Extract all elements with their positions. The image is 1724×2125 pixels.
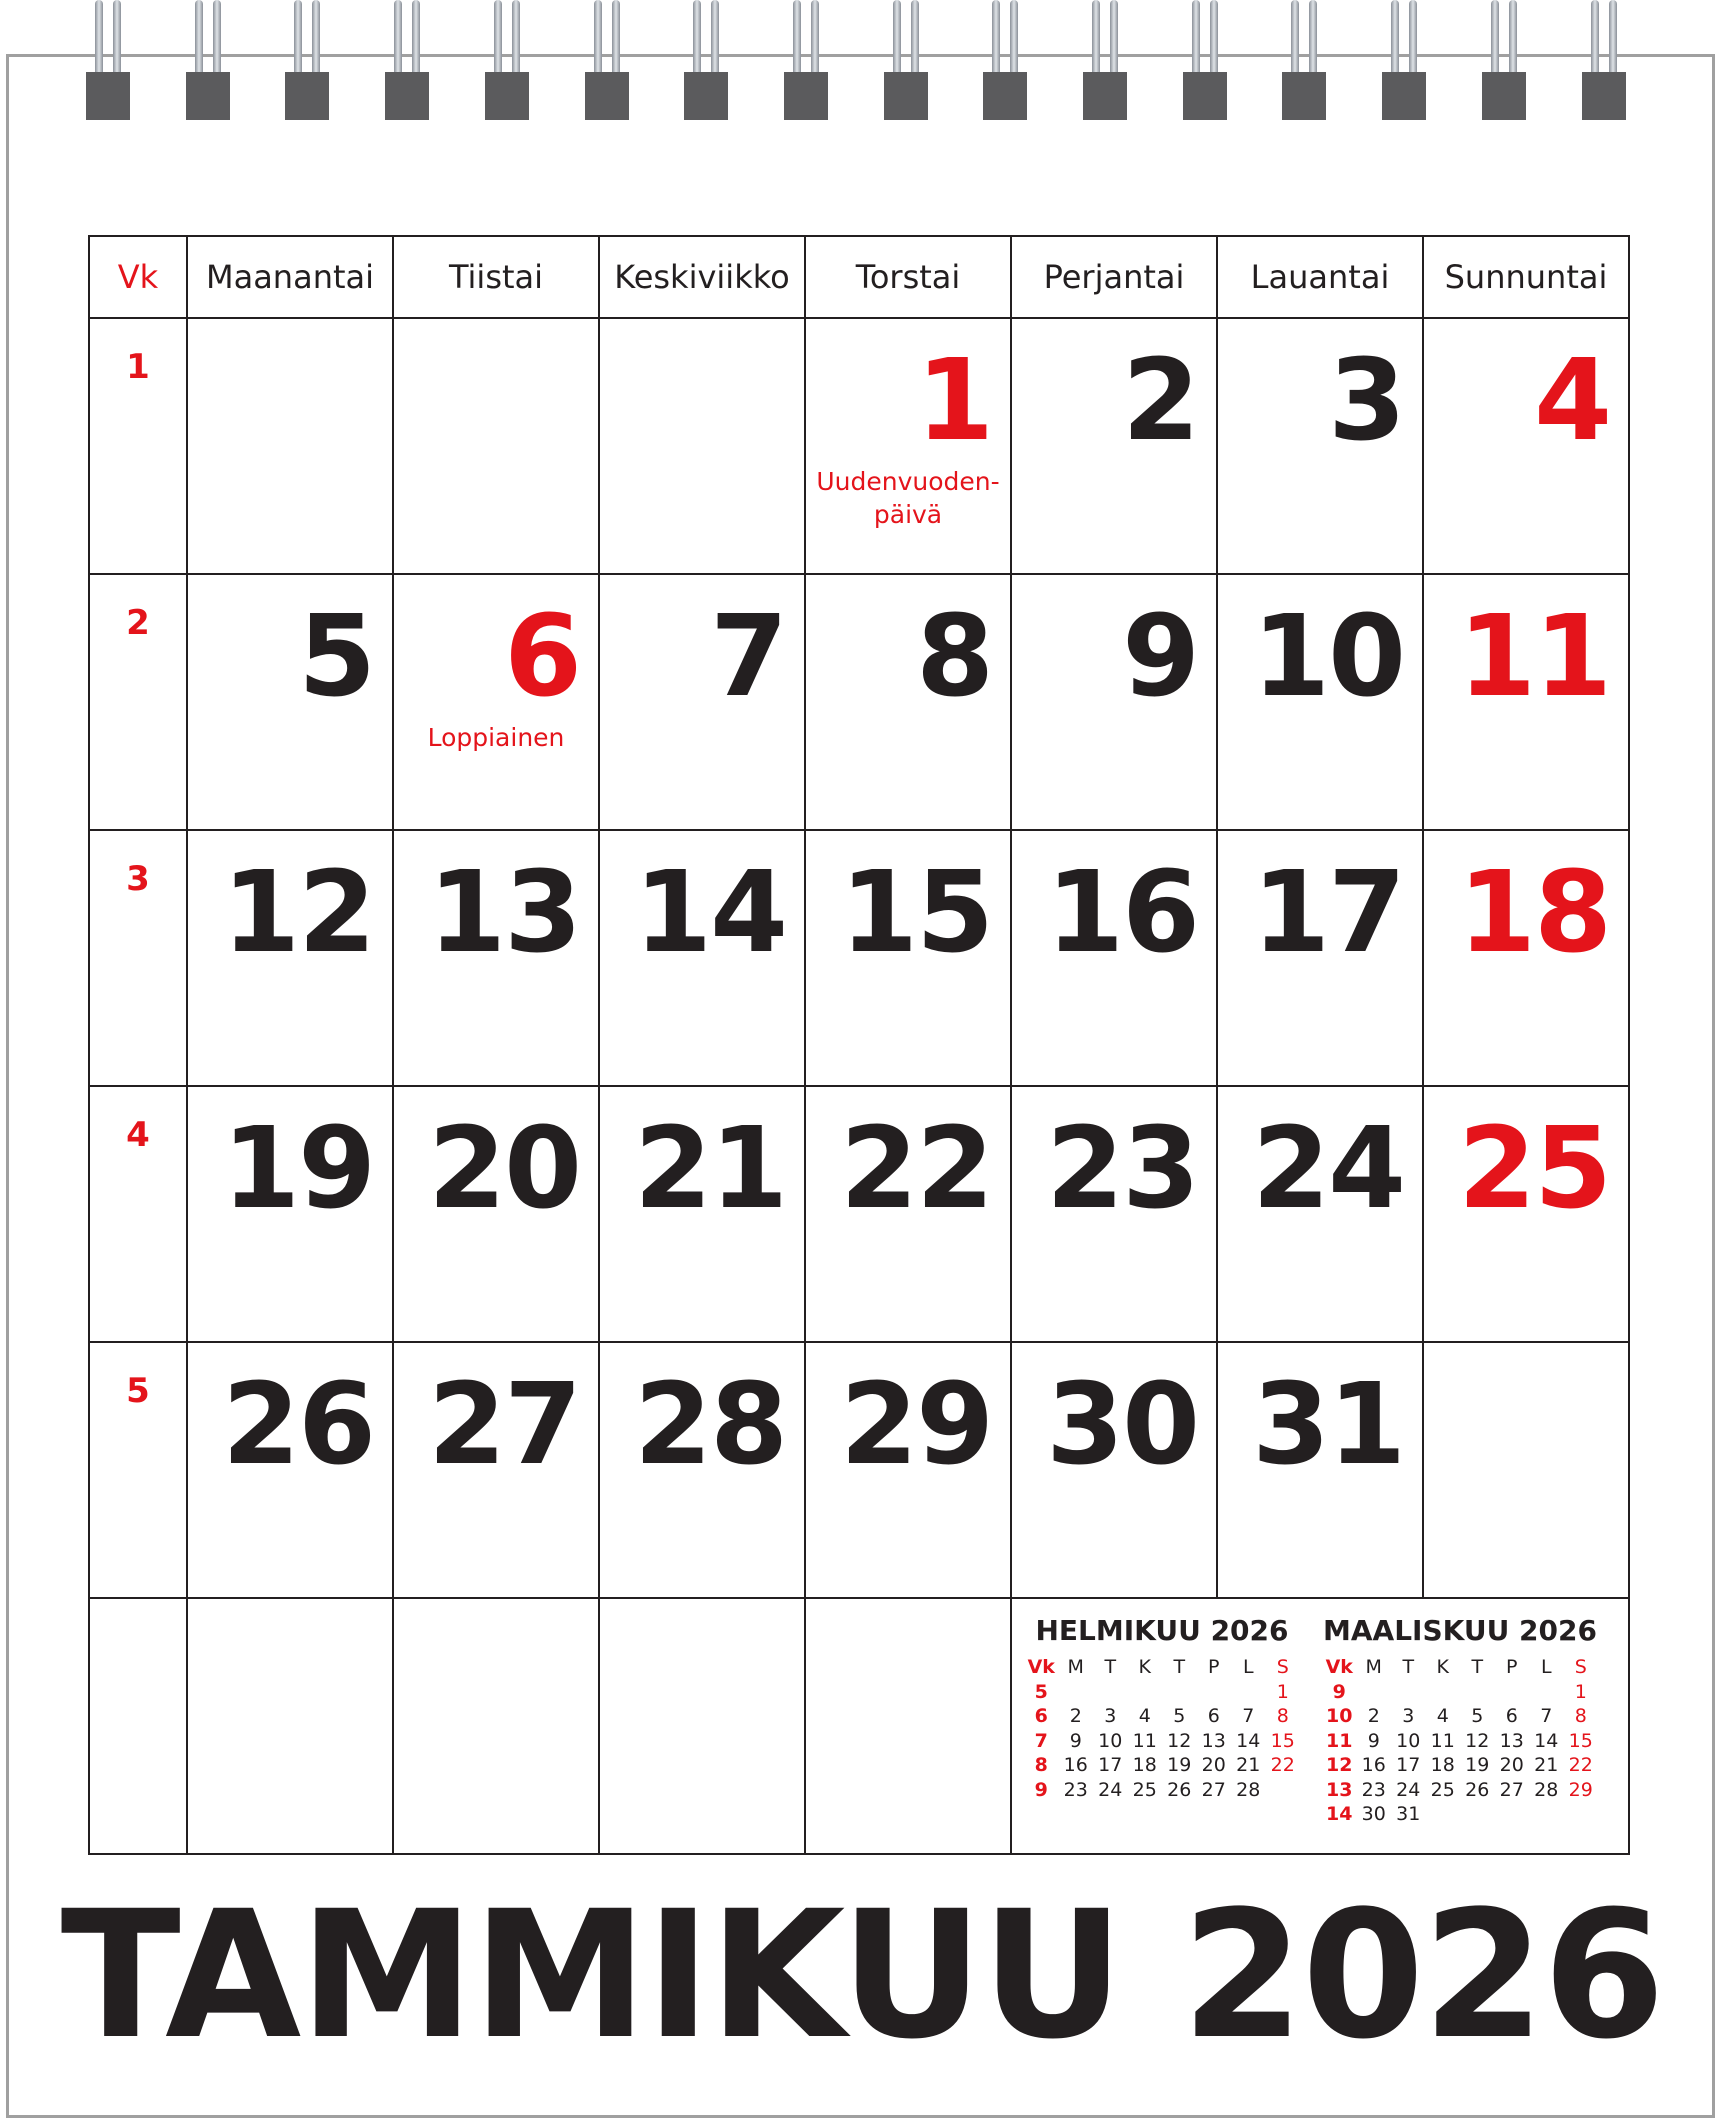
binding-ring: [385, 0, 429, 122]
mini-week-number: 8: [1034, 1754, 1048, 1776]
binding-ring: [1382, 0, 1426, 122]
day-cell[interactable]: [393, 574, 599, 830]
mini-day: 27: [1201, 1778, 1226, 1801]
holiday-label-new-year: [806, 465, 1010, 531]
mini-day: 25: [1430, 1778, 1455, 1801]
day-cell[interactable]: [599, 830, 805, 1086]
mini-day: 19: [1167, 1754, 1192, 1776]
mini-day: 26: [1167, 1778, 1192, 1801]
day-cell[interactable]: [393, 1342, 599, 1598]
mini-day: [1162, 1680, 1197, 1705]
day-number: 25: [1458, 1104, 1610, 1234]
mini-week-row: [1322, 1802, 1598, 1827]
weekday-header: [89, 236, 1629, 318]
mini-header-row: [1024, 1655, 1300, 1680]
mini-day: 12: [1465, 1729, 1490, 1752]
mini-day: 14: [1534, 1729, 1559, 1752]
mini-weekday: S: [1276, 1656, 1289, 1678]
week-number-cell: [89, 1342, 187, 1598]
day-cell[interactable]: [1011, 1086, 1217, 1342]
mini-day: [1391, 1680, 1426, 1705]
week-number-header: Vk: [89, 236, 187, 318]
day-number: 17: [1252, 848, 1404, 978]
binding-ring: [684, 0, 728, 122]
week-number: 2: [126, 603, 150, 643]
mini-month-february: [1024, 1614, 1300, 1802]
mini-day: [1495, 1802, 1530, 1827]
mini-day: 8: [1574, 1705, 1587, 1727]
mini-day: 31: [1396, 1803, 1421, 1825]
mini-day: 5: [1471, 1705, 1484, 1727]
mini-day: 20: [1499, 1754, 1524, 1776]
week-number-cell: [89, 574, 187, 830]
mini-day: 29: [1568, 1778, 1593, 1801]
day-number: 18: [1458, 848, 1610, 978]
mini-week-number: 13: [1326, 1778, 1353, 1801]
mini-day: 15: [1270, 1729, 1295, 1752]
empty-cell: [89, 1598, 187, 1854]
mini-week-row: [1322, 1729, 1598, 1754]
day-cell[interactable]: [1217, 574, 1423, 830]
weekday-friday: Perjantai: [1011, 236, 1217, 318]
day-cell[interactable]: [393, 1086, 599, 1342]
mini-week-row: [1322, 1704, 1598, 1729]
mini-day: 13: [1201, 1729, 1226, 1752]
day-cell[interactable]: [1423, 1086, 1629, 1342]
mini-day: 8: [1276, 1705, 1289, 1727]
mini-day: 3: [1402, 1705, 1415, 1727]
mini-day: 9: [1069, 1729, 1082, 1752]
day-number: 24: [1252, 1104, 1404, 1234]
week-row: [89, 574, 1629, 830]
day-cell[interactable]: [805, 318, 1011, 574]
week-number-cell: [89, 830, 187, 1086]
day-cell[interactable]: [805, 574, 1011, 830]
mini-day: 19: [1465, 1754, 1490, 1776]
mini-week-number: 14: [1326, 1803, 1353, 1825]
day-number: 29: [840, 1360, 992, 1490]
mini-day: 6: [1505, 1705, 1518, 1727]
mini-day: [1529, 1680, 1564, 1705]
week-number-cell: [89, 318, 187, 574]
mini-day: 13: [1499, 1729, 1524, 1752]
day-number: 10: [1252, 592, 1404, 722]
mini-day: 18: [1430, 1754, 1455, 1776]
mini-day: 17: [1098, 1754, 1123, 1776]
binding-ring: [585, 0, 629, 122]
mini-week-row: [1322, 1778, 1598, 1803]
mini-day: 9: [1367, 1729, 1380, 1752]
mini-day: [1460, 1802, 1495, 1827]
empty-cell: [393, 1598, 599, 1854]
binding-ring: [983, 0, 1027, 122]
mini-day: 7: [1242, 1705, 1255, 1727]
binding-ring: [1083, 0, 1127, 122]
day-cell[interactable]: [599, 318, 805, 574]
weekday-thursday: Torstai: [805, 236, 1011, 318]
day-cell[interactable]: [1217, 1086, 1423, 1342]
day-cell[interactable]: [187, 830, 393, 1086]
mini-day: 2: [1367, 1705, 1380, 1727]
mini-weekday: T: [1173, 1656, 1186, 1678]
day-cell[interactable]: [1423, 574, 1629, 830]
mini-day: 17: [1396, 1754, 1421, 1776]
day-number: 11: [1458, 592, 1610, 722]
day-number: 21: [634, 1104, 786, 1234]
binding-ring: [86, 0, 130, 122]
mini-weekday: P: [1506, 1656, 1518, 1678]
mini-day: 16: [1063, 1754, 1088, 1776]
mini-day: 28: [1236, 1778, 1261, 1801]
week-number-cell: [89, 1086, 187, 1342]
day-cell[interactable]: [1011, 1342, 1217, 1598]
mini-month-title: HELMIKUU 2026: [1035, 1614, 1289, 1647]
day-number: 13: [428, 848, 580, 978]
mini-week-number: 7: [1034, 1729, 1048, 1752]
mini-day: [1266, 1778, 1301, 1803]
mini-day: 10: [1098, 1729, 1123, 1752]
day-cell[interactable]: [805, 830, 1011, 1086]
day-cell[interactable]: [805, 1086, 1011, 1342]
binding-ring: [1482, 0, 1526, 122]
mini-day: [1128, 1680, 1163, 1705]
day-cell[interactable]: [805, 1342, 1011, 1598]
week-row: [89, 318, 1629, 574]
mini-week-row: [1024, 1704, 1300, 1729]
binding-ring: [485, 0, 529, 122]
week-row: [89, 1086, 1629, 1342]
mini-weekday: T: [1471, 1656, 1484, 1678]
mini-weekday: S: [1574, 1656, 1587, 1678]
mini-header-row: [1322, 1655, 1598, 1680]
mini-day: 4: [1138, 1705, 1151, 1727]
week-row: [89, 830, 1629, 1086]
day-number: 30: [1046, 1360, 1198, 1490]
day-number: 23: [1046, 1104, 1198, 1234]
day-cell[interactable]: [1011, 318, 1217, 574]
mini-day: [1426, 1802, 1461, 1827]
mini-week-row: [1322, 1753, 1598, 1778]
day-number: 20: [428, 1104, 580, 1234]
week-number: 1: [126, 347, 150, 387]
holiday-label-line: päivä: [873, 500, 943, 529]
weekday-tuesday: Tiistai: [393, 236, 599, 318]
day-number: 4: [1534, 336, 1610, 466]
day-cell[interactable]: [1423, 830, 1629, 1086]
empty-cell: [187, 1598, 393, 1854]
weekday-monday: Maanantai: [187, 236, 393, 318]
mini-day: 1: [1276, 1680, 1289, 1703]
mini-day: 18: [1132, 1754, 1157, 1776]
day-cell[interactable]: [393, 830, 599, 1086]
mini-day: 21: [1534, 1754, 1559, 1776]
day-cell[interactable]: [187, 318, 393, 574]
mini-week-row: [1024, 1680, 1300, 1705]
mini-weekday: M: [1365, 1656, 1382, 1678]
mini-weekday: Vk: [1325, 1656, 1353, 1678]
mini-day: 1: [1574, 1680, 1587, 1703]
day-number: 8: [916, 592, 992, 722]
mini-day: 14: [1236, 1729, 1261, 1752]
day-number: 9: [1122, 592, 1198, 722]
binding-ring: [1582, 0, 1626, 122]
day-cell[interactable]: [1217, 318, 1423, 574]
mini-week-row: [1024, 1729, 1300, 1754]
mini-week-number: 5: [1034, 1680, 1048, 1703]
mini-day: 27: [1499, 1778, 1524, 1801]
mini-day: 24: [1098, 1778, 1123, 1801]
mini-week-number: 9: [1332, 1680, 1346, 1703]
week-number: 4: [126, 1115, 150, 1155]
mini-day: [1564, 1802, 1599, 1827]
mini-day: 4: [1436, 1705, 1449, 1727]
mini-day: [1460, 1680, 1495, 1705]
mini-weekday: Vk: [1027, 1656, 1055, 1678]
day-number: 1: [916, 336, 992, 466]
mini-week-number: 12: [1326, 1754, 1353, 1776]
mini-week-row: [1322, 1680, 1598, 1705]
day-number: 5: [298, 592, 374, 722]
mini-day: 7: [1540, 1705, 1553, 1727]
holiday-label-epiphany: Loppiainen: [427, 723, 565, 752]
mini-day: 2: [1069, 1705, 1082, 1727]
mini-day: 28: [1534, 1778, 1559, 1801]
day-number: 7: [710, 592, 786, 722]
mini-month-title: MAALISKUU 2026: [1323, 1614, 1597, 1647]
week-row: [89, 1342, 1629, 1598]
day-cell[interactable]: [187, 574, 393, 830]
day-cell[interactable]: [1423, 1342, 1629, 1598]
day-cell[interactable]: [1217, 830, 1423, 1086]
day-number: 19: [222, 1104, 374, 1234]
mini-day: 15: [1568, 1729, 1593, 1752]
weekday-sunday: Sunnuntai: [1423, 236, 1629, 318]
day-cell[interactable]: [1423, 318, 1629, 574]
day-cell[interactable]: [187, 1086, 393, 1342]
mini-day: 11: [1430, 1729, 1455, 1752]
month-title: TAMMIKUU 2026: [60, 1873, 1664, 2078]
mini-day: 21: [1236, 1754, 1261, 1776]
mini-week-row: [1024, 1778, 1300, 1803]
mini-week-row: [1024, 1753, 1300, 1778]
mini-week-number: 6: [1034, 1705, 1048, 1727]
mini-month-table: [1024, 1655, 1300, 1802]
binding-ring: [1183, 0, 1227, 122]
mini-day: 20: [1201, 1754, 1226, 1776]
mini-day: [1197, 1680, 1232, 1705]
mini-weekday: L: [1242, 1656, 1254, 1678]
mini-day: 5: [1173, 1705, 1186, 1727]
day-number: 14: [634, 848, 786, 978]
weekday-saturday: Lauantai: [1217, 236, 1423, 318]
mini-weekday: M: [1067, 1656, 1084, 1678]
week-number: 3: [126, 859, 150, 899]
mini-day: [1357, 1680, 1392, 1705]
day-number: 22: [840, 1104, 992, 1234]
weekday-wednesday: Keskiviikko: [599, 236, 805, 318]
mini-day: [1059, 1680, 1094, 1705]
day-number: 2: [1122, 336, 1198, 466]
day-number: 26: [222, 1360, 374, 1490]
mini-day: 22: [1568, 1754, 1593, 1776]
mini-weekday: L: [1540, 1656, 1552, 1678]
mini-day: [1231, 1680, 1266, 1705]
day-number: 6: [504, 592, 580, 722]
mini-day: 22: [1270, 1754, 1295, 1776]
mini-month-march: [1322, 1614, 1598, 1827]
mini-day: 16: [1361, 1754, 1386, 1776]
binding-ring: [1282, 0, 1326, 122]
day-cell[interactable]: [599, 1086, 805, 1342]
mini-weekday: P: [1208, 1656, 1220, 1678]
mini-day: [1426, 1680, 1461, 1705]
mini-weekday: T: [1402, 1656, 1415, 1678]
mini-week-number: 10: [1326, 1705, 1353, 1727]
mini-weekday: K: [1436, 1656, 1449, 1678]
day-number: 27: [428, 1360, 580, 1490]
mini-day: 24: [1396, 1778, 1421, 1801]
day-cell[interactable]: [187, 1342, 393, 1598]
day-number: 15: [840, 848, 992, 978]
day-cell[interactable]: [393, 318, 599, 574]
mini-day: 26: [1465, 1778, 1490, 1801]
mini-day: 10: [1396, 1729, 1421, 1752]
mini-weekday: K: [1138, 1656, 1151, 1678]
mini-day: 11: [1132, 1729, 1157, 1752]
day-cell[interactable]: [599, 1342, 805, 1598]
week-number: 5: [126, 1371, 150, 1411]
holiday-label-line: Uudenvuoden-: [816, 467, 1000, 496]
day-number: 12: [222, 848, 374, 978]
month-grid: [88, 235, 1630, 1855]
mini-week-number: 11: [1326, 1729, 1353, 1752]
mini-day: 25: [1132, 1778, 1157, 1801]
day-cell[interactable]: [1011, 830, 1217, 1086]
mini-month-table: [1322, 1655, 1598, 1827]
binding-ring: [186, 0, 230, 122]
mini-day: 12: [1167, 1729, 1192, 1752]
binding-ring: [285, 0, 329, 122]
day-number: 28: [634, 1360, 786, 1490]
day-number: 3: [1328, 336, 1404, 466]
mini-weekday: T: [1104, 1656, 1117, 1678]
empty-cell: [805, 1598, 1011, 1854]
empty-cell: [599, 1598, 805, 1854]
mini-day: 23: [1063, 1778, 1088, 1801]
mini-day: 23: [1361, 1778, 1386, 1801]
day-cell[interactable]: [1011, 574, 1217, 830]
day-cell[interactable]: [1217, 1342, 1423, 1598]
mini-day: [1093, 1680, 1128, 1705]
mini-day: 30: [1361, 1803, 1386, 1825]
mini-day: [1529, 1802, 1564, 1827]
mini-week-number: 9: [1034, 1778, 1048, 1801]
binding-ring: [784, 0, 828, 122]
mini-day: 3: [1104, 1705, 1117, 1727]
mini-day: [1495, 1680, 1530, 1705]
day-cell[interactable]: [599, 574, 805, 830]
day-number: 31: [1252, 1360, 1404, 1490]
binding-ring: [884, 0, 928, 122]
mini-day: 6: [1207, 1705, 1220, 1727]
day-number: 16: [1046, 848, 1198, 978]
